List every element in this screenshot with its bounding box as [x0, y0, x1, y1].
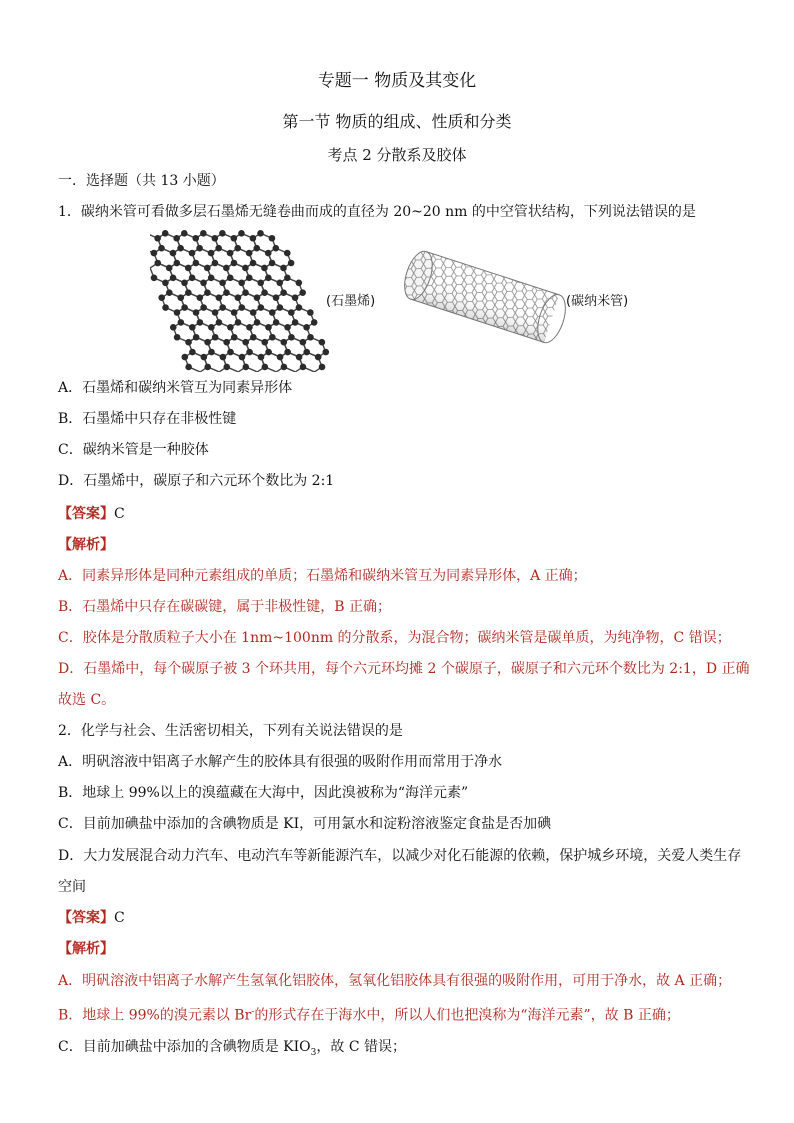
q1-conclusion: 故选 C。	[58, 692, 116, 708]
graphene-atom	[288, 309, 295, 316]
section-title: 第一节 物质的组成、性质和分类	[282, 112, 512, 131]
q2-answer-label: 【答案】	[58, 910, 114, 926]
graphene-atom	[246, 275, 253, 282]
graphene-atom	[151, 275, 158, 282]
nanotube-figure	[400, 240, 570, 355]
graphene-atom	[166, 289, 173, 296]
graphene-atom	[250, 260, 257, 267]
graphene-atom	[177, 294, 184, 301]
graphene-atom	[189, 324, 196, 331]
graphene-atom	[181, 354, 188, 361]
graphene-atom	[170, 250, 177, 257]
graphene-atom	[189, 275, 196, 282]
graphene-atom	[178, 319, 185, 326]
graphene-atom	[158, 294, 165, 301]
graphene-atom	[284, 275, 291, 282]
graphene-atom	[174, 309, 181, 316]
graphene-atom	[246, 250, 253, 257]
graphene-atom	[257, 280, 264, 287]
graphene-atom	[261, 289, 268, 296]
graphene-atom	[265, 349, 272, 356]
graphene-atom	[234, 245, 241, 252]
graphene-atom	[262, 364, 269, 371]
graphene-atom	[243, 364, 250, 371]
graphene-atom	[215, 245, 222, 252]
q2-answer	[58, 909, 125, 927]
graphene-atom	[212, 260, 219, 267]
graphene-atom	[273, 319, 280, 326]
graphene-atom	[281, 339, 288, 346]
graphene-atom	[196, 245, 203, 252]
q1-option-b: B．石墨烯中只存在非极性键	[58, 411, 237, 427]
q1-option-d: D．石墨烯中，碳原子和六元环个数比为 2:1	[58, 473, 335, 489]
nanotube-label: (碳纳米管)	[566, 294, 629, 309]
graphene-atom	[223, 339, 230, 346]
graphene-atom	[154, 235, 161, 242]
graphene-atom	[219, 230, 226, 237]
graphene-atom	[212, 309, 219, 316]
q2-analysis-c-pre: C．目前加碘盐中添加的含碘物质是 KIO	[58, 1039, 311, 1055]
q1-answer-value: C	[114, 506, 125, 522]
graphene-atom	[303, 349, 310, 356]
graphene-atom	[238, 304, 245, 311]
graphene-atom	[204, 364, 211, 371]
graphene-atom	[300, 364, 307, 371]
q2-answer-value: C	[114, 910, 125, 926]
q1-analysis-a: A．同素异形体是同种元素组成的单质；石墨烯和碳纳米管互为同素异形体，A 正确；	[58, 568, 587, 584]
graphene-atom	[162, 230, 169, 237]
graphene-atom	[300, 339, 307, 346]
graphene-atom	[212, 334, 219, 341]
q1-stem: 1．碳纳米管可看做多层石墨烯无缝卷曲而成的直径为 20~20 nm 的中空管状结构，下列说法错误的是	[58, 204, 696, 220]
graphene-atom	[238, 230, 245, 237]
q2-analysis-label: 【解析】	[58, 941, 114, 957]
graphene-atom	[258, 354, 265, 361]
graphene-atom	[265, 275, 272, 282]
q2-analysis-a: A．明矾溶液中铝离子水解产生氢氧化铝胶体，氢氧化铝胶体具有很强的吸附作用，可用于净水，故 A 正确；	[58, 973, 732, 989]
graphene-atom	[192, 235, 199, 242]
q2-analysis-b	[58, 1003, 680, 1025]
graphene-atom	[208, 250, 215, 257]
graphene-atom	[151, 250, 158, 257]
graphene-atom	[265, 250, 272, 257]
graphene-atom	[265, 324, 272, 331]
graphene-atom	[227, 324, 234, 331]
graphene-atom	[257, 230, 264, 237]
graphene-atom	[219, 280, 226, 287]
graphene-atom	[242, 339, 249, 346]
graphene-atom	[246, 324, 253, 331]
graphene-atom	[254, 319, 261, 326]
graphene-atom	[231, 334, 238, 341]
graphene-atom	[284, 250, 291, 257]
graphene-atom	[288, 260, 295, 267]
graphene-atom	[261, 339, 268, 346]
q1-option-a: A．石墨烯和碳纳米管互为同素异形体	[58, 380, 293, 396]
graphene-atom	[307, 334, 314, 341]
graphene-atom	[185, 265, 192, 272]
graphene-atom	[177, 245, 184, 252]
graphene-atom	[281, 364, 288, 371]
graphene-atom	[189, 250, 196, 257]
q1-answer-label: 【答案】	[58, 506, 114, 522]
part-heading: 一．选择题（共 13 小题）	[58, 173, 225, 189]
graphene-atom	[292, 294, 299, 301]
graphene-atom	[193, 334, 200, 341]
graphene-atom	[296, 354, 303, 361]
graphene-atom	[200, 280, 207, 287]
graphene-atom	[170, 324, 177, 331]
q2-option-a: A．明矾溶液中铝离子水解产生的胶体具有很强的吸附作用而常用于净水	[58, 754, 503, 770]
graphene-atom	[269, 334, 276, 341]
graphene-atom	[197, 294, 204, 301]
graphene-atom	[231, 235, 238, 242]
graphene-atom	[204, 339, 211, 346]
graphene-atom	[223, 265, 230, 272]
graphene-atom	[261, 265, 268, 272]
graphene-atom	[284, 324, 291, 331]
graphene-atom	[319, 364, 326, 371]
chapter-title: 专题一 物质及其变化	[317, 71, 477, 91]
graphene-atom	[162, 304, 169, 311]
graphene-atom	[200, 230, 207, 237]
graphene-atom	[269, 309, 276, 316]
graphene-atom	[273, 245, 280, 252]
graphene-atom	[277, 304, 284, 311]
graphene-atom	[204, 289, 211, 296]
graphene-atom	[254, 294, 261, 301]
graphene-atom	[208, 275, 215, 282]
graphene-atom	[231, 260, 238, 267]
graphene-atom	[208, 349, 215, 356]
graphene-atom	[200, 304, 207, 311]
graphene-atom	[280, 265, 287, 272]
graphene-atom	[307, 309, 314, 316]
graphene-atom	[216, 319, 223, 326]
graphene-atom	[185, 364, 192, 371]
q2-analysis-c-sub: 3	[310, 1047, 317, 1058]
graphene-atom	[242, 289, 249, 296]
graphene-atom	[235, 319, 242, 326]
graphene-atom	[246, 349, 253, 356]
graphene-atom	[181, 230, 188, 237]
graphene-atom	[201, 354, 208, 361]
graphene-atom	[276, 280, 283, 287]
graphene-atom	[235, 294, 242, 301]
q2-option-d: D．大力发展混合动力汽车、电动汽车等新能源汽车，以减少对化石能源的依赖，保护城乡环境，关爱人类生存	[58, 848, 742, 864]
q2-analysis-b-post: 的形式存在于海水中，所以人们也把溴称为“海洋元素”，故 B 正确；	[254, 1007, 680, 1024]
graphene-atom	[154, 260, 161, 267]
graphene-atom	[174, 260, 181, 267]
graphene-atom	[303, 324, 310, 331]
graphene-atom	[238, 280, 245, 287]
graphene-atom	[220, 354, 227, 361]
q2-stem: 2．化学与社会、生活密切相关，下列有关说法错误的是	[58, 723, 403, 739]
topic-title: 考点 2 分散系及胶体	[327, 146, 467, 164]
q2-analysis-c-post: ，故 C 错误；	[316, 1039, 406, 1055]
graphene-atom	[216, 294, 223, 301]
graphene-atom	[227, 250, 234, 257]
graphene-atom	[277, 354, 284, 361]
graphene-atom	[231, 309, 238, 316]
graphene-atom	[296, 304, 303, 311]
graphene-atom	[174, 334, 181, 341]
graphene-atom	[173, 235, 180, 242]
graphene-atom	[315, 354, 322, 361]
q1-answer	[58, 505, 125, 523]
graphene-atom	[319, 339, 326, 346]
q2-option-c: C．目前加碘盐中添加的含碘物质是 KI，可用氯水和淀粉溶液鉴定食盐是否加碘	[58, 816, 552, 832]
graphene-atom	[193, 309, 200, 316]
graphene-atom	[170, 275, 177, 282]
graphene-atom	[253, 245, 260, 252]
graphene-atom	[250, 235, 257, 242]
graphene-atom	[223, 364, 230, 371]
graphene-atom	[227, 275, 234, 282]
graphene-atom	[250, 309, 257, 316]
graphene-label: (石墨烯)	[326, 294, 376, 309]
q1-analysis-b: B．石墨烯中只存在碳碳键，属于非极性键，B 正确；	[58, 599, 392, 615]
q1-analysis-c: C．胶体是分散质粒子大小在 1nm~100nm 的分散系，为混合物；碳纳米管是碳单质，为纯净物，C 错误；	[58, 630, 731, 646]
graphene-atom	[181, 280, 188, 287]
q1-analysis-d: D．石墨烯中，每个碳原子被 3 个环共用，每个六元环均摊 2 个碳原子，碳原子和六元环个数比为 2:1，D 正确	[58, 661, 750, 677]
graphene-atom	[269, 260, 276, 267]
q2-option-d-cont: 空间	[58, 879, 86, 895]
graphene-bonds	[150, 233, 326, 372]
graphene-atom	[185, 289, 192, 296]
graphene-atom	[208, 324, 215, 331]
graphene-figure	[150, 222, 330, 372]
graphene-atom	[185, 339, 192, 346]
graphene-atom	[299, 289, 306, 296]
q1-option-c: C．碳纳米管是一种胶体	[58, 442, 209, 458]
graphene-atom	[204, 265, 211, 272]
q1-analysis-label: 【解析】	[58, 537, 114, 553]
q2-option-b: B．地球上 99%以上的溴蕴藏在大海中，因此溴被称为“海洋元素”	[58, 785, 469, 801]
graphene-atom	[269, 235, 276, 242]
graphene-atom	[280, 289, 287, 296]
graphene-atom	[166, 265, 173, 272]
q2-analysis-b-pre: B．地球上 99%的溴元素以 Br	[58, 1007, 252, 1024]
graphene-atom	[242, 265, 249, 272]
graphene-atom	[311, 319, 318, 326]
graphene-atom	[292, 319, 299, 326]
graphene-atom	[189, 349, 196, 356]
q2-analysis-b-sup: -	[251, 1007, 255, 1017]
graphene-atom	[162, 280, 169, 287]
graphene-atom	[197, 319, 204, 326]
graphene-atom	[296, 280, 303, 287]
graphene-atom	[239, 354, 246, 361]
graphene-atom	[273, 294, 280, 301]
graphene-atom	[223, 289, 230, 296]
graphene-atom	[227, 349, 234, 356]
graphene-atom	[193, 260, 200, 267]
graphene-atom	[219, 304, 226, 311]
graphene-atom	[158, 245, 165, 252]
graphene-atom	[284, 349, 291, 356]
graphene-atom	[250, 334, 257, 341]
graphene-atom	[258, 304, 265, 311]
q2-analysis-c	[58, 1038, 406, 1062]
graphene-atom	[322, 349, 329, 356]
graphene-atom	[212, 235, 219, 242]
graphene-atom	[181, 304, 188, 311]
graphene-atom	[288, 334, 295, 341]
